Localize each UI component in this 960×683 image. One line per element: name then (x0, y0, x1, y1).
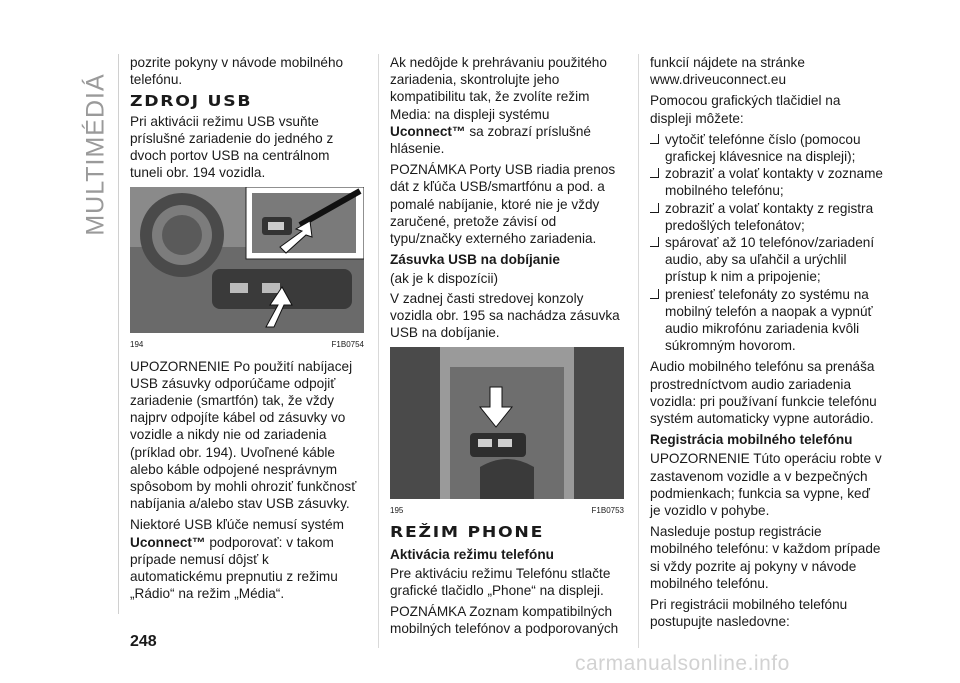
bullet-icon (650, 168, 659, 178)
list-item: vytočiť telefónne číslo (pomocou grafickej klávesnice na displeji); (650, 131, 884, 165)
paragraph: pozrite pokyny v návode mobilného telefónu. (130, 55, 344, 88)
bullet-icon (650, 203, 659, 213)
page-number: 248 (130, 633, 157, 650)
list-item: zobraziť a volať kontakty v zozname mobilného telefónu; (650, 165, 884, 199)
figure-code: F1B0754 (331, 340, 364, 350)
paragraph: POZNÁMKA Porty USB riadia prenos dát z kľúča USB/smartfónu a pod. a pomalé nabíjanie, ktoré nie je vždy zaručené, pretože závisí od typu/značky externého zariadenia. (390, 162, 616, 247)
paragraph: Nasleduje postup registrácie mobilného telefónu: v každom prípade si vždy pozrite aj pokyny v návode mobilného telefónu. (650, 524, 881, 591)
figure-number: 195 (390, 506, 404, 516)
paragraph: Niektoré USB kľúče nemusí systém Uconnect™ podporovať: v takom prípade nemusí dôjsť k automatickému prepnutiu z režimu „Rádio“ na režim „Média“. (130, 517, 344, 602)
subheading-usb-socket: Zásuvka USB na dobíjanie (390, 252, 560, 268)
figure-195 (390, 347, 624, 519)
usb-ports-photo (130, 187, 364, 333)
paragraph: Pri aktivácii režimu USB vsuňte príslušné zariadenie do jedného z dvoch portov USB na centrálnom tuneli obr. 194 vozidla. (130, 113, 334, 181)
figure-194 (130, 187, 364, 353)
paragraph: funkcií nájdete na stránke www.driveuconnect.eu (650, 55, 805, 88)
list-item: zobraziť a volať kontakty z registra predošlých telefonátov; (650, 200, 884, 234)
paragraph: Pri registrácii mobilného telefónu postupujte nasledovne: (650, 597, 848, 630)
paragraph: Ak nedôjde k prehrávaniu použitého zariadenia, skontrolujte jeho kompatibilitu tak, že zvolíte režim Media: na displeji systému Uconnect™ sa zobrazí príslušné hlásenie. (390, 55, 607, 157)
paragraph: UPOZORNENIE Po použití nabíjacej USB zásuvky odporúčame odpojiť zariadenie (smartfón) tak, že vždy najprv odpojíte kábel od zásuvky vo vozidle a nikdy nie od zariadenia (príklad obr. 194). Uvoľnené káble alebo káble odpojené nesprávnym spôsobom by mohli ohroziť funkčnosť nabíjania a/alebo stav USB zásuvky. (130, 358, 357, 512)
bullet-icon (650, 289, 659, 299)
side-divider (118, 54, 119, 614)
column-divider (638, 54, 639, 648)
paragraph: V zadnej časti stredovej konzoly vozidla obr. 195 sa nachádza zásuvka USB na dobíjanie. (390, 290, 620, 341)
column-3 (650, 54, 884, 635)
bullet-icon (650, 237, 659, 247)
paragraph: UPOZORNENIE Túto operáciu robte v zastavenom vozidle a v bezpečných podmienkach; funkcia sa vypne, keď je vozidlo v pohybe. (650, 451, 882, 519)
section-heading-phone: REŽIM PHONE (390, 523, 545, 542)
footer-watermark: carmanualsonline.info (575, 652, 790, 675)
section-heading-usb: ZDROJ USB (130, 92, 253, 111)
paragraph: (ak je k dispozícii) (390, 271, 499, 287)
column-2 (390, 54, 624, 642)
column-divider (378, 54, 379, 648)
paragraph: Pomocou grafických tlačidiel na displeji môžete: (650, 93, 841, 126)
chapter-side-title: MULTIMÉDIÁ (81, 73, 110, 236)
usb-socket-photo (390, 347, 624, 499)
column-1 (130, 54, 364, 606)
bullet-icon (650, 134, 659, 144)
bullet-list (650, 131, 884, 355)
figure-number: 194 (130, 340, 144, 350)
subheading-register-phone: Registrácia mobilného telefónu (650, 432, 853, 448)
paragraph: Pre aktiváciu režimu Telefónu stlačte grafické tlačidlo „Phone“ na displeji. (390, 565, 611, 599)
subheading-activate-phone: Aktivácia režimu telefónu (390, 546, 554, 562)
list-item: spárovať až 10 telefónov/zariadení audio, aby sa uľahčil a urýchlil prístup k nim a pripojenie; (650, 234, 884, 286)
list-item: preniesť telefonáty zo systému na mobilný telefón a naopak a vypnúť audio mikrofónu zariadenia kvôli súkromným hovorom. (650, 286, 884, 355)
figure-code: F1B0753 (591, 506, 624, 516)
paragraph: Audio mobilného telefónu sa prenáša prostredníctvom audio zariadenia vozidla: pri používaní funkcie telefónu systém automaticky vypne autorádio. (650, 359, 877, 427)
paragraph: POZNÁMKA Zoznam kompatibilných mobilných telefónov a podporovaných (390, 604, 619, 637)
